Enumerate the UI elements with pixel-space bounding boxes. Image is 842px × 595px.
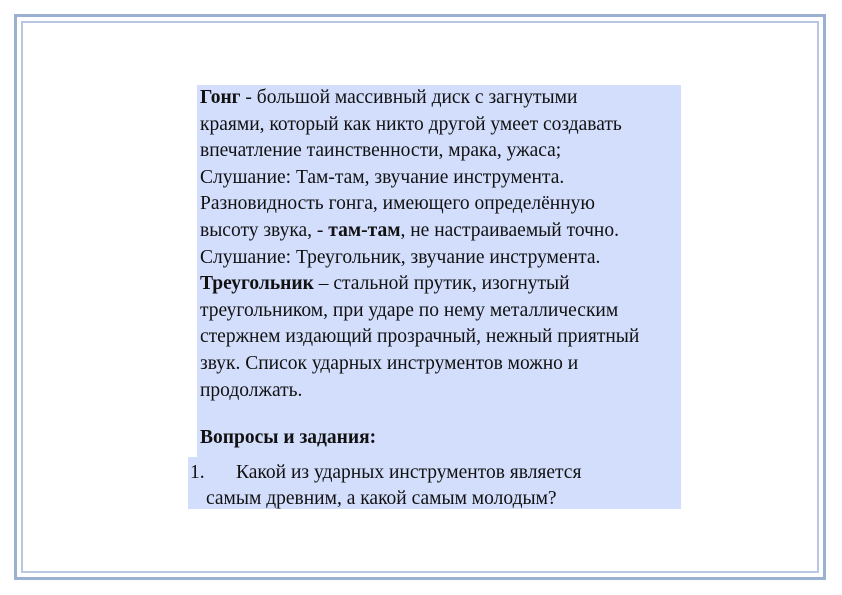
main-text-block [197, 85, 681, 425]
text-line: Треугольник – стальной прутик, изогнутый [200, 273, 570, 295]
text-line: Разновидность гонга, имеющего определённую [200, 193, 595, 215]
text-line: впечатление таинственности, мрака, ужаса; [200, 140, 562, 162]
text-line: треугольником, при ударе по нему металлическим [200, 299, 619, 321]
text-line: Гонг - большой массивный диск с загнутыми [200, 87, 578, 108]
text-line: стержнем издающий прозрачный, нежный приятный [200, 326, 640, 348]
list-item-text: самым древним, а какой самым молодым? [206, 488, 557, 509]
gong-term: Гонг [200, 87, 241, 108]
triangle-term: Треугольник [200, 273, 314, 295]
list-number: 1. [190, 462, 205, 483]
text-line: Слушание: Там-там, звучание инструмента. [200, 166, 565, 188]
questions-list [188, 457, 681, 509]
text-line: Слушание: Треугольник, звучание инструмента. [200, 246, 601, 268]
text-line: звук. Список ударных инструментов можно и [200, 352, 579, 374]
list-item-text: Какой из ударных инструментов является [236, 462, 582, 483]
tamtam-term: там-там [328, 219, 401, 241]
text-line: продолжать. [200, 379, 303, 401]
text-line: высоту звука, - там-там, не настраиваемый точно. [200, 219, 619, 241]
text-line: краями, который как никто другой умеет создавать [200, 113, 622, 135]
questions-heading: Вопросы и задания: [197, 425, 681, 457]
